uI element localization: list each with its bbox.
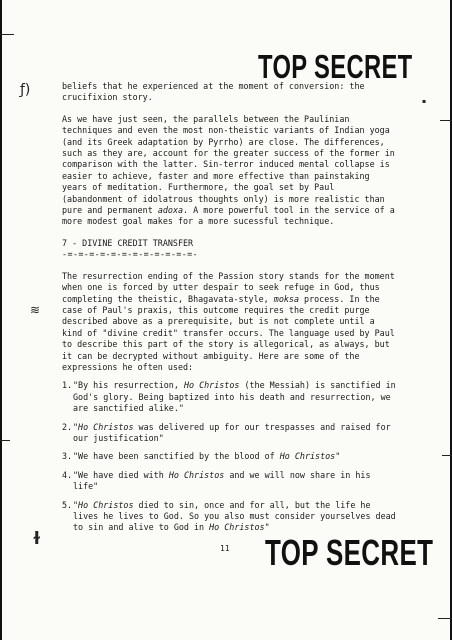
page-number: 11 (220, 544, 230, 553)
scan-tick (0, 440, 10, 441)
emphasis: Ho Christos (78, 421, 134, 432)
list-text (73, 500, 398, 534)
list-number: 1. (62, 380, 73, 391)
list-number: 4. (62, 469, 73, 480)
list-text-part: (the Messiah) is sanctified in God's glory. Being baptized into his death and resurrection, we are sanctified alike." (73, 380, 396, 414)
list-item (62, 422, 398, 445)
list-text-part: " (335, 451, 341, 462)
list-item (62, 500, 398, 534)
paragraph-text: process. In the case of Paul's praxis, this outcome requires the credit purge described above as a prerequisite, but is not complete until a kind of "divine credit" transfer occurs. The language used by Paul to describe this part of the story is allegorical, as always, but it can be decrypted without ambiguity. Here are some of the expressions he often used: (62, 293, 395, 372)
list-text-part: " (264, 522, 270, 533)
scan-tick (440, 120, 452, 121)
document-body (62, 81, 398, 534)
emphasis: Ho Christos (209, 522, 265, 533)
list-number: 3. (62, 451, 73, 462)
scan-tick (0, 34, 14, 35)
top-secret-stamp: TOP SECRET (265, 532, 434, 573)
list-text-part: died to sin, once and for all, but the life he lives he lives to God. So you also must consider yourselves dead to sin and alive to God in (73, 499, 396, 533)
margin-ink-mark: ≋ (30, 303, 41, 317)
emphasis: Ho Christos (183, 380, 240, 391)
emphasis: moksa (273, 293, 299, 304)
heading-underline: -=-=-=-=-=-=-=-=-=-=-=-=- (62, 249, 199, 260)
scan-tick (438, 618, 452, 619)
page-edge-left (0, 0, 2, 640)
list-item (62, 380, 398, 414)
paragraph (62, 271, 398, 374)
list-text-part: " (73, 421, 79, 432)
paragraph (62, 114, 398, 228)
paragraph-text: . A more powerful tool in the service of a more modest goal makes for a more sucessful technique. (62, 205, 395, 227)
list-text-part: "We have died with (73, 469, 169, 480)
section-heading: 7 - DIVINE CREDIT TRANSFER (62, 237, 194, 248)
list-text-part: " (73, 499, 79, 510)
list-text-part: "We have been sanctified by the blood of (73, 451, 280, 462)
margin-ink-mark: ƒ) (20, 82, 31, 98)
list-item (62, 470, 398, 493)
list-text (73, 422, 398, 445)
margin-ink-mark: ▪ (422, 98, 427, 105)
list-text-part: and we will now share in his life" (73, 469, 371, 492)
list-item (62, 451, 398, 462)
paragraph-text: The resurrection ending of the Passion story stands for the moment when one is forced by utter despair to seek refuge in God, thus completing the theistic, Bhagavata-style, (62, 270, 395, 304)
list-number: 5. (62, 499, 73, 510)
emphasis: Ho Christos (279, 451, 336, 462)
list-number: 2. (62, 421, 73, 432)
emphasis: Ho Christos (78, 499, 134, 510)
list-text-part: was delivered up for our trespasses and raised for our justification" (73, 421, 391, 443)
emphasis: adoxa (157, 205, 184, 216)
margin-ink-mark: ɫ (32, 529, 42, 549)
list-text (73, 451, 398, 462)
list-text (73, 470, 398, 493)
emphasis: Ho Christos (168, 469, 225, 480)
list-text-part: "By his resurrection, (73, 380, 184, 391)
paragraph-text: As we have just seen, the parallels between the Paulinian techniques and even the most non-theistic variants of Indian yoga (and its Greek adaptation by Pyrrho) are close. The differences, such as they are, account for the greater success of the former in comparison with the latter. Sin-terror induced mental collapse is easier to achieve, faster and more effective than painstaking years of meditation. Furthermore, the goal set by Paul (abandonment of idolatrous thoughts only) is more realistic than pure and permanent (62, 113, 395, 216)
list-text (73, 380, 398, 414)
top-secret-stamp: TOP SECRET (258, 48, 413, 85)
paragraph: beliefs that he experienced at the moment of conversion: the crucifixion story. (62, 81, 365, 103)
scan-tick (442, 455, 452, 456)
